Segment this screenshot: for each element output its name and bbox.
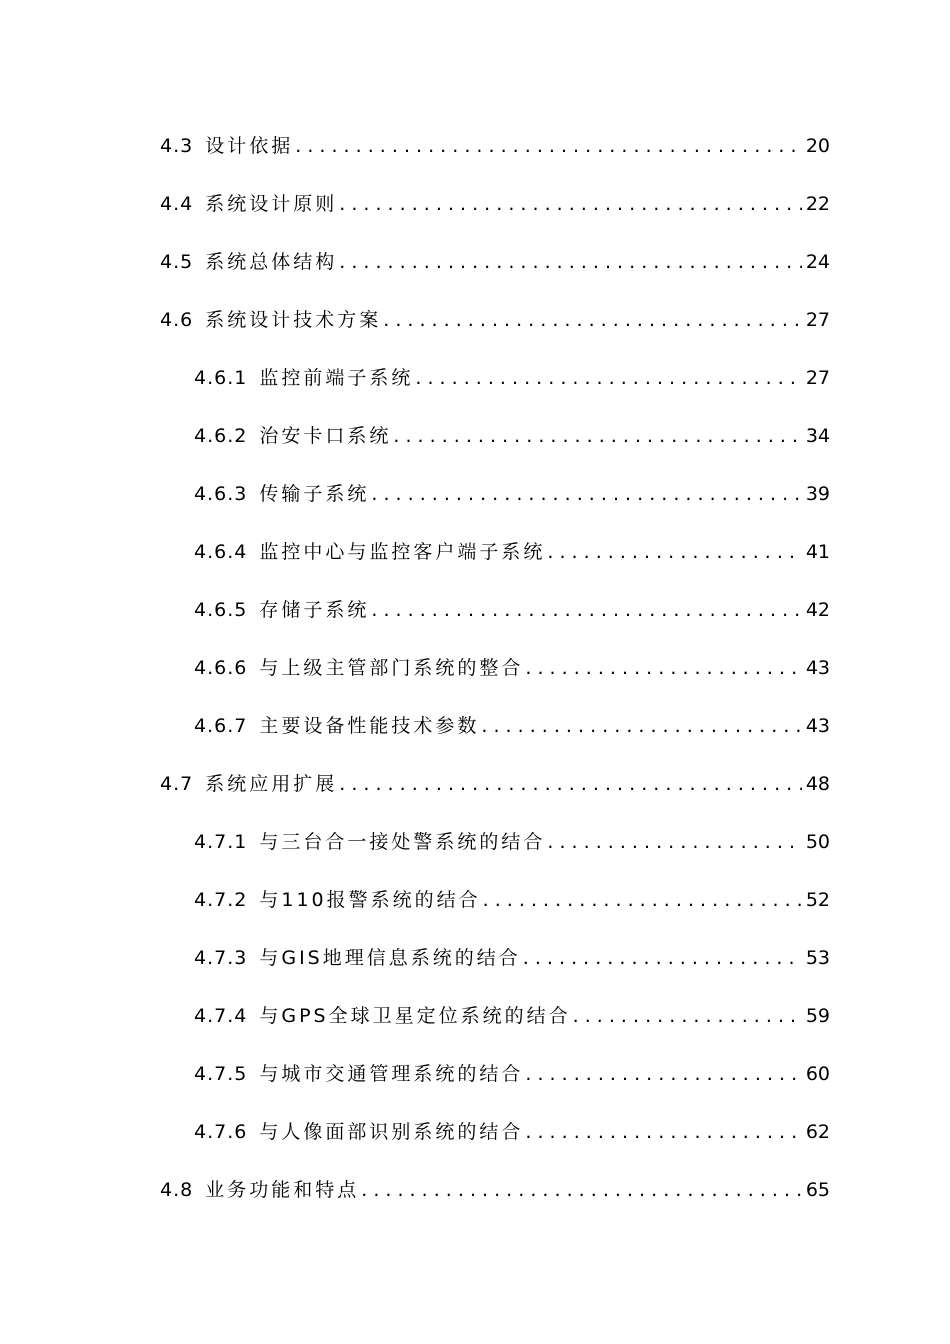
toc-dot-leader — [361, 1174, 802, 1206]
toc-entry-4-7-5[interactable] — [160, 1058, 830, 1116]
toc-dot-leader — [339, 246, 802, 278]
toc-page-number: 52 — [805, 889, 830, 911]
toc-section-title: 监控前端子系统 — [259, 367, 414, 389]
toc-page-number: 20 — [805, 135, 830, 157]
toc-page-number: 62 — [805, 1121, 830, 1143]
toc-page-number: 27 — [805, 367, 830, 389]
toc-entry-4-6-1[interactable] — [160, 362, 830, 420]
toc-page-number: 42 — [805, 599, 830, 621]
toc-dot-leader — [525, 1058, 801, 1090]
toc-page-number: 48 — [805, 773, 830, 795]
toc-page-number: 65 — [805, 1179, 830, 1201]
toc-entry-4-6-2[interactable] — [160, 420, 830, 478]
toc-dot-leader — [547, 826, 801, 858]
toc-section-title: 与上级主管部门系统的整合 — [259, 657, 524, 679]
toc-dot-leader — [383, 304, 802, 336]
toc-entry-4-5[interactable] — [160, 246, 830, 304]
toc-page-number: 59 — [805, 1005, 830, 1027]
toc-section-number: 4.4 — [160, 193, 194, 215]
toc-section-number: 4.7 — [160, 773, 194, 795]
toc-entry-4-7[interactable] — [160, 768, 830, 826]
toc-entry-4-4[interactable] — [160, 188, 830, 246]
toc-page-number: 41 — [805, 541, 830, 563]
toc-section-title: 系统设计技术方案 — [205, 309, 382, 331]
toc-section-number: 4.7.2 — [194, 889, 248, 911]
toc-section-title: 传输子系统 — [259, 483, 370, 505]
toc-section-title: 与人像面部识别系统的结合 — [259, 1121, 524, 1143]
toc-section-title: 治安卡口系统 — [259, 425, 392, 447]
toc-entry-4-7-4[interactable] — [160, 1000, 830, 1058]
toc-section-number: 4.7.6 — [194, 1121, 248, 1143]
toc-section-title: 与GIS地理信息系统的结合 — [259, 947, 521, 969]
toc-entry-4-6-6[interactable] — [160, 652, 830, 710]
table-of-contents — [160, 130, 830, 1232]
toc-section-number: 4.8 — [160, 1179, 194, 1201]
toc-section-title: 与110报警系统的结合 — [259, 889, 481, 911]
toc-dot-leader — [339, 188, 802, 220]
toc-dot-leader — [295, 130, 802, 162]
toc-dot-leader — [547, 536, 801, 568]
toc-page-number: 53 — [805, 947, 830, 969]
toc-dot-leader — [393, 420, 801, 452]
toc-section-title: 系统应用扩展 — [205, 773, 338, 795]
toc-section-number: 4.6.6 — [194, 657, 248, 679]
toc-entry-4-6-4[interactable] — [160, 536, 830, 594]
toc-dot-leader — [573, 1000, 802, 1032]
toc-section-title: 业务功能和特点 — [205, 1179, 360, 1201]
toc-entry-4-6[interactable] — [160, 304, 830, 362]
toc-entry-4-7-3[interactable] — [160, 942, 830, 1000]
toc-entry-4-7-2[interactable] — [160, 884, 830, 942]
toc-section-number: 4.5 — [160, 251, 194, 273]
toc-section-number: 4.3 — [160, 135, 194, 157]
toc-entry-4-8[interactable] — [160, 1174, 830, 1232]
toc-dot-leader — [525, 652, 801, 684]
toc-section-number: 4.7.5 — [194, 1063, 248, 1085]
toc-dot-leader — [371, 594, 801, 626]
toc-dot-leader — [415, 362, 801, 394]
toc-section-title: 与城市交通管理系统的结合 — [259, 1063, 524, 1085]
toc-dot-leader — [339, 768, 802, 800]
toc-entry-4-6-3[interactable] — [160, 478, 830, 536]
toc-section-number: 4.6.4 — [194, 541, 248, 563]
toc-entry-4-6-5[interactable] — [160, 594, 830, 652]
toc-section-title: 设计依据 — [205, 135, 294, 157]
toc-dot-leader — [371, 478, 801, 510]
toc-dot-leader — [481, 710, 801, 742]
toc-section-title: 系统设计原则 — [205, 193, 338, 215]
toc-entry-4-7-6[interactable] — [160, 1116, 830, 1174]
toc-page-number: 27 — [805, 309, 830, 331]
toc-entry-4-6-7[interactable] — [160, 710, 830, 768]
toc-page-number: 22 — [805, 193, 830, 215]
toc-section-number: 4.6.1 — [194, 367, 248, 389]
toc-section-number: 4.7.4 — [194, 1005, 248, 1027]
toc-section-title: 主要设备性能技术参数 — [259, 715, 480, 737]
toc-entry-4-3[interactable] — [160, 130, 830, 188]
toc-section-number: 4.7.1 — [194, 831, 248, 853]
toc-section-number: 4.6.5 — [194, 599, 248, 621]
toc-section-number: 4.6.3 — [194, 483, 248, 505]
toc-page-number: 34 — [805, 425, 830, 447]
toc-page-number: 39 — [805, 483, 830, 505]
toc-section-title: 监控中心与监控客户端子系统 — [259, 541, 546, 563]
toc-page-number: 60 — [805, 1063, 830, 1085]
toc-page-number: 24 — [805, 251, 830, 273]
toc-section-title: 与GPS全球卫星定位系统的结合 — [259, 1005, 571, 1027]
toc-section-number: 4.6.7 — [194, 715, 248, 737]
toc-entry-4-7-1[interactable] — [160, 826, 830, 884]
toc-page-number: 43 — [805, 715, 830, 737]
toc-dot-leader — [483, 884, 802, 916]
toc-dot-leader — [523, 942, 802, 974]
toc-section-number: 4.7.3 — [194, 947, 248, 969]
toc-page-number: 50 — [805, 831, 830, 853]
toc-page-number: 43 — [805, 657, 830, 679]
toc-section-title: 与三台合一接处警系统的结合 — [259, 831, 546, 853]
toc-dot-leader — [525, 1116, 801, 1148]
toc-section-title: 系统总体结构 — [205, 251, 338, 273]
toc-section-title: 存储子系统 — [259, 599, 370, 621]
toc-section-number: 4.6 — [160, 309, 194, 331]
toc-section-number: 4.6.2 — [194, 425, 248, 447]
